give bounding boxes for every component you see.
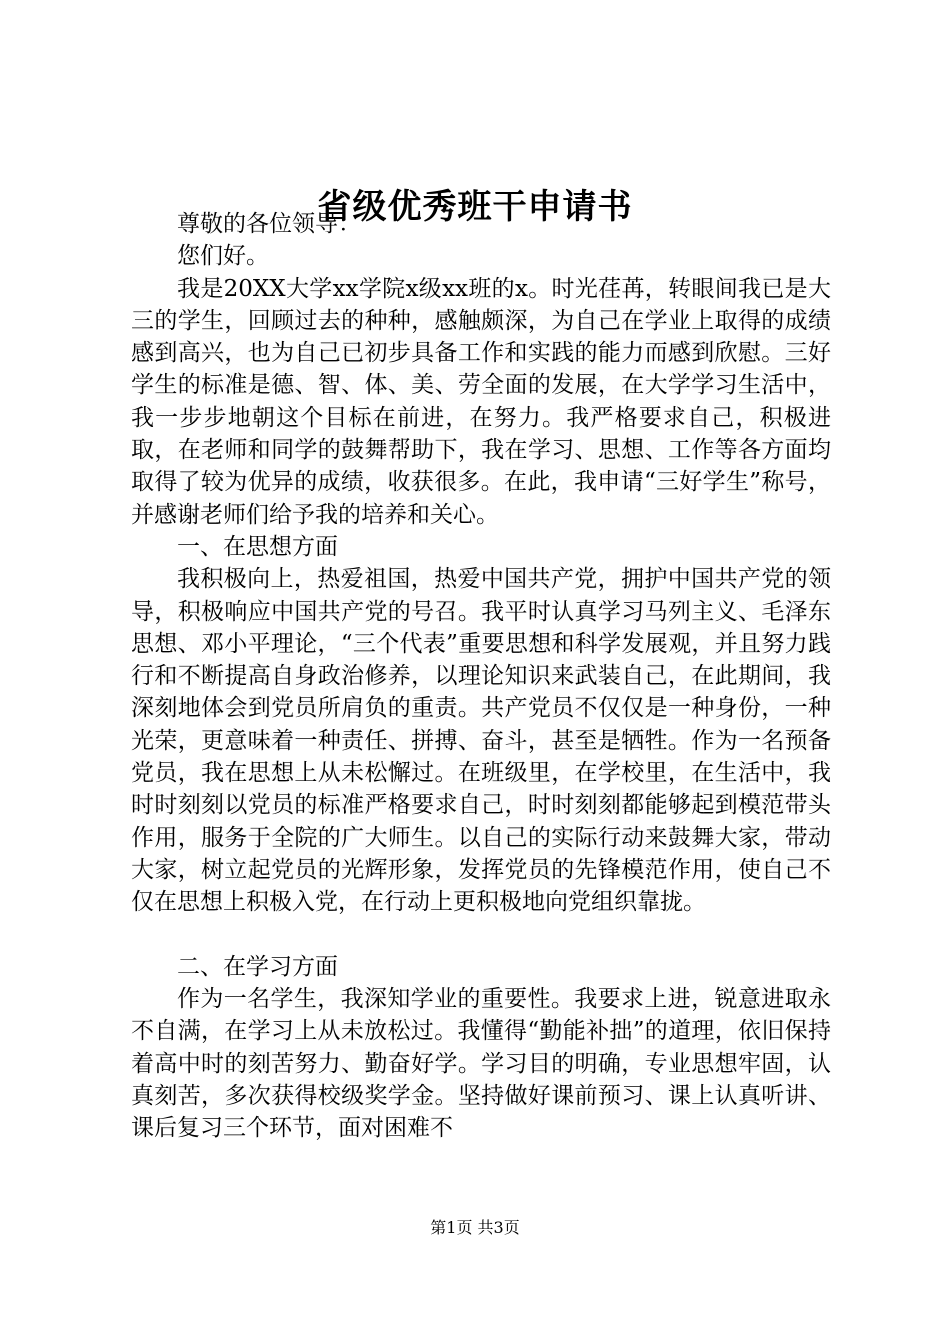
document-body [131, 208, 831, 1145]
document-title: 省级优秀班干申请书 [317, 187, 633, 227]
page-number-footer: 第1页 共3页 [430, 1218, 520, 1237]
salutation: 尊敬的各位领导： [177, 211, 361, 237]
section-2-paragraph: 作为一名学生，我深知学业的重要性。我要求上进，锐意进取永不自满，在学习上从未放松过。我懂得“勤能补拙”的道理，依旧保持着高中时的刻苦努力、勤奋好学。学习目的明确，专业思想牢固，认真刻苦，多次获得校级奖学金。坚持做好课前预习、课上认真听讲、课后复习三个环节，面对困难不 [131, 986, 831, 1142]
section-2-heading: 二、在学习方面 [177, 953, 338, 980]
greeting: 您们好。 [177, 243, 269, 270]
section-1-heading: 一、在思想方面 [177, 533, 338, 560]
intro-paragraph: 我是20XX大学xx学院x级xx班的x。时光荏苒，转眼间我已是大三的学生，回顾过去的种种，感触颇深，为自己在学业上取得的成绩感到高兴，也为自己已初步具备工作和实践的能力而感到欣慰。三好学生的标准是德、智、体、美、劳全面的发展，在大学学习生活中，我一步步地朝这个目标在前进，在努力。我严格要求自己，积极进取，在老师和同学的鼓舞帮助下，我在学习、思想、工作等各方面均取得了较为优异的成绩，收获很多。在此，我申请“三好学生”称号，并感谢老师们给予我的培养和关心。 [131, 275, 831, 528]
paragraph-spacer [131, 919, 831, 951]
section-1-paragraph: 我积极向上，热爱祖国，热爱中国共产党，拥护中国共产党的领导，积极响应中国共产党的号召。我平时认真学习马列主义、毛泽东思想、邓小平理论，“三个代表”重要思想和科学发展观，并且努力践行和不断提高自身政治修养，以理论知识来武装自己，在此期间，我深刻地体会到党员所肩负的重责。共产党员不仅仅是一种身份，一种光荣，更意味着一种责任、拼搏、奋斗，甚至是牺牲。作为一名预备党员，我在思想上从未松懈过。在班级里，在学校里，在生活中，我时时刻刻以党员的标准严格要求自己，时时刻刻都能够起到模范带头作用，服务于全院的广大师生。以自己的实际行动来鼓舞大家，带动大家，树立起党员的光辉形象，发挥党员的先锋模范作用，使自己不仅在思想上积极入党，在行动上更积极地向党组织靠拢。 [131, 566, 831, 916]
